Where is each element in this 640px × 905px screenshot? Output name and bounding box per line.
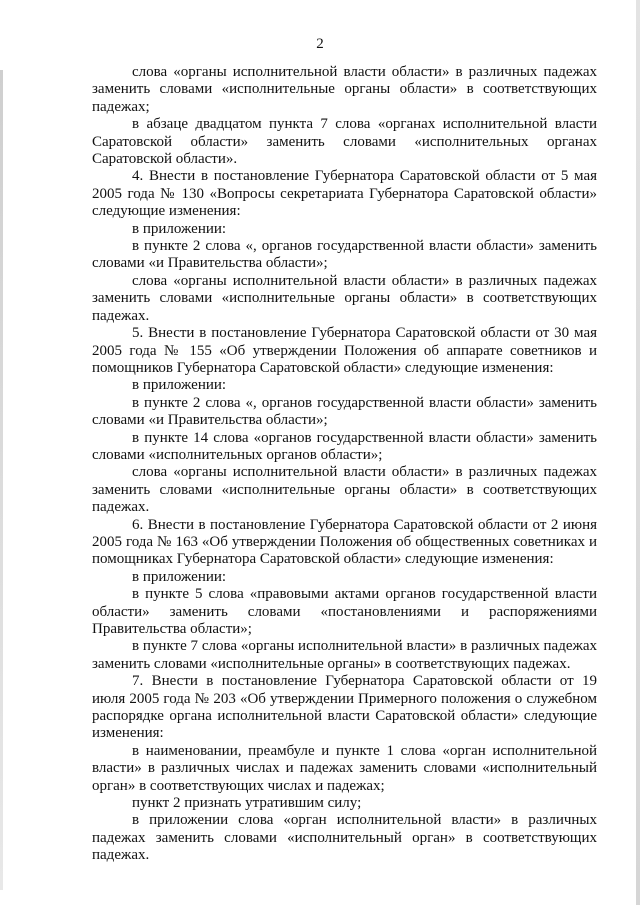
paragraph: 4. Внести в постановление Губернатора Саратовской области от 5 мая 2005 года № 130 «Вопросы секретариата Губернатора Саратовской области» следующие изменения:	[92, 168, 597, 220]
document-body	[92, 64, 597, 865]
paragraph: в пункте 2 слова «, органов государственной власти области» заменить словами «и Правительства области»;	[92, 238, 597, 272]
paragraph: пункт 2 признать утратившим силу;	[132, 795, 362, 812]
paragraph: в пункте 5 слова «правовыми актами органов государственной власти области» заменить словами «постановлениями и распоряжениями Правительства области»;	[92, 586, 597, 637]
paragraph: 7. Внести в постановление Губернатора Саратовской области от 19 июля 2005 года № 203 «Об утверждении Примерного положения о служебном распорядке органа исполнительной власти Саратовской области» следующие изменения:	[92, 673, 597, 742]
paragraph: в абзаце двадцатом пункта 7 слова «органах исполнительной власти Саратовской области» заменить словами «исполнительных органах Саратовской области».	[92, 116, 597, 168]
paragraph: 6. Внести в постановление Губернатора Саратовской области от 2 июня 2005 года № 163 «Об утверждении Положения об общественных советниках и помощниках Губернатора Саратовской области» следующие изменения:	[92, 516, 597, 568]
page-number: 2	[316, 36, 324, 52]
paragraph: в приложении:	[132, 568, 227, 585]
scan-edge-right	[636, 0, 640, 905]
paragraph: в пункте 7 слова «органы исполнительной власти» в различных падежах заменить словами «исполнительные органы» в соответствующих падежах.	[92, 638, 597, 672]
paragraph: в приложении:	[132, 220, 227, 237]
paragraph: в пункте 14 слова «органов государственной власти области» заменить словами «исполнительных органов области»;	[92, 429, 597, 463]
paragraph: в наименовании, преамбуле и пункте 1 слова «орган исполнительной власти» в различных числах и падежах заменить словами «исполнительный орган» в соответствующих числах и падежах;	[92, 742, 597, 794]
paragraph: в пункте 2 слова «, органов государственной власти области» заменить словами «и Правительства области»;	[92, 394, 597, 429]
paragraph: в приложении слова «орган исполнительной власти» в различных падежах заменить словами «исполнительный орган» в соответствующих падежах.	[92, 812, 597, 864]
paragraph: слова «органы исполнительной власти области» в различных падежах заменить словами «исполнительные органы области» в соответствующих падежах;	[92, 64, 597, 115]
paragraph: в приложении:	[132, 377, 227, 394]
paragraph: слова «органы исполнительной власти области» в различных падежах заменить словами «исполнительные органы области» в соответствующих падежах.	[92, 464, 597, 516]
scan-edge-left	[0, 70, 3, 890]
paragraph: слова «органы исполнительной власти области» в различных падежах заменить словами «исполнительные органы области» в соответствующих падежах.	[92, 272, 597, 324]
paragraph: 5. Внести в постановление Губернатора Саратовской области от 30 мая 2005 года № 155 «Об утверждении Положения об аппарате советников и помощников Губернатора Саратовской области» следующие изменения:	[92, 325, 597, 376]
